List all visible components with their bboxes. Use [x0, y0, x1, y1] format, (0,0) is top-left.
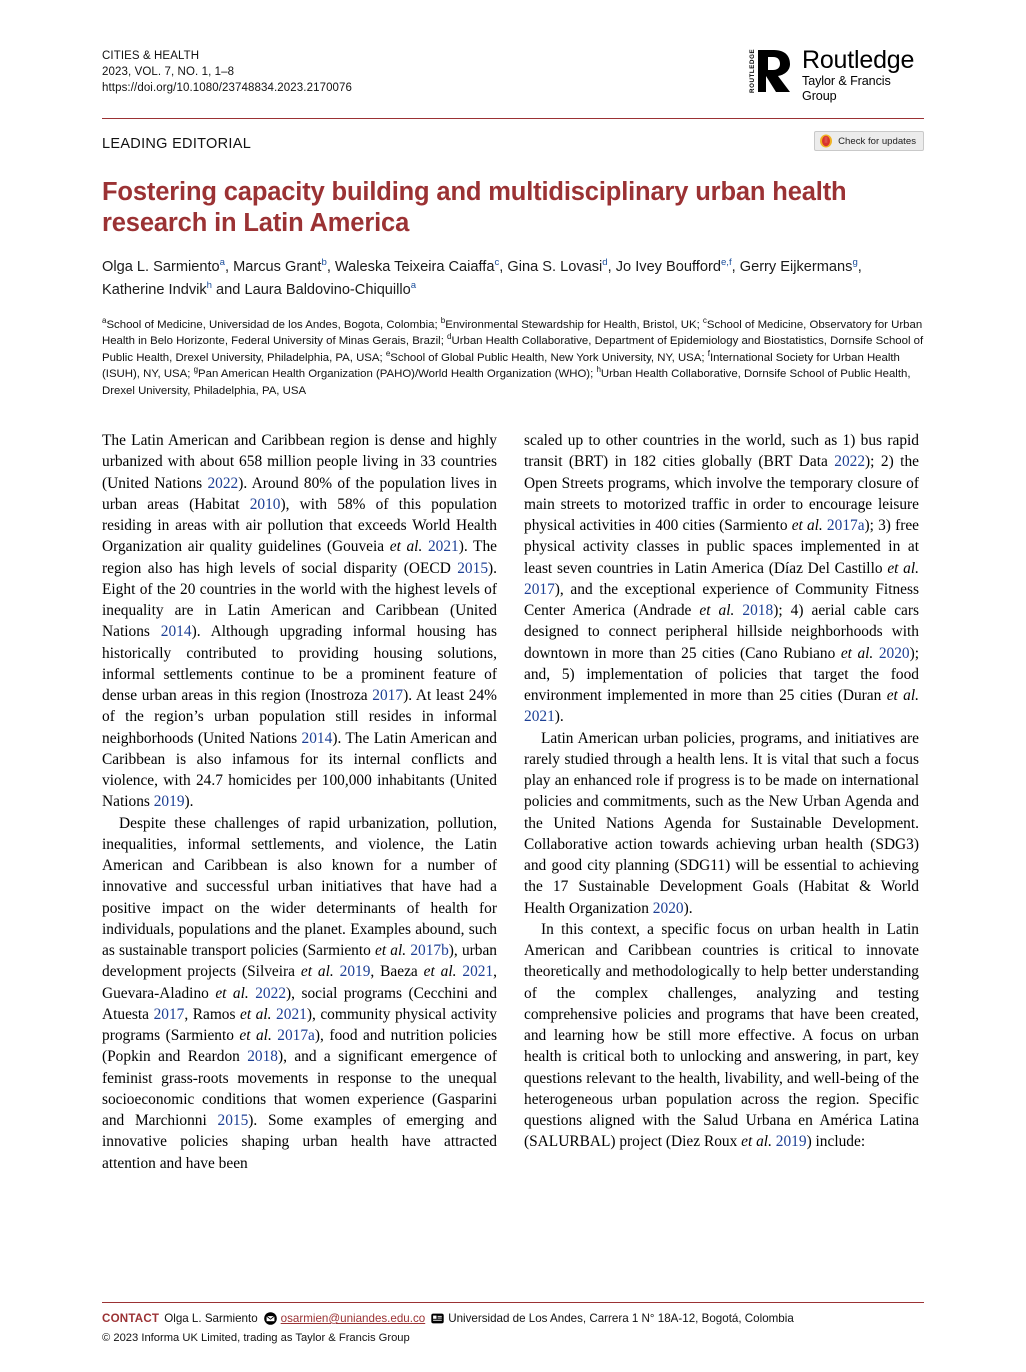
author-list: Olga L. Sarmiento$^a$, Marcus Grant$^b$, Waleska Teixeira Caiaffa$^c$, Gina S. Lovasi$^d$, Jo Ivey Boufford$^{e,f}$, Gerry Eijkermans$^g$, Katherine Indvik$^h$ and Laura Baldovino-Chiquillo$^a$ [102, 257, 862, 298]
contact-address: Universidad de Los Andes, Carrera 1 N° 18A-12, Bogotá, Colombia [448, 1312, 794, 1325]
check-for-updates-button[interactable] [814, 131, 924, 151]
routledge-r-icon [748, 48, 796, 94]
article-body [102, 430, 924, 1174]
section-label: LEADING EDITORIAL [102, 136, 252, 152]
routledge-wordmark [802, 46, 924, 104]
envelope-icon [264, 1312, 277, 1325]
routledge-vertical-label: ROUTLEDGE [749, 48, 756, 93]
publisher-group: Taylor & Francis Group [802, 74, 891, 103]
publisher-name: Routledge [802, 46, 915, 74]
section-row [102, 133, 924, 167]
contact-email-link[interactable]: osarmien@uniandes.edu.co [280, 1312, 426, 1325]
article-title: Fostering capacity building and multidisciplinary urban health research in Latin America [102, 178, 847, 237]
affiliations: $^a$School of Medicine, Universidad de los Andes, Bogota, Colombia; $^b$Environmental Stewardship for Health, Bristol, UK; $^c$School of Medicine, Observatory for Urban Health in Belo Horizonte, Federal University of Minas Gerais, Brazil; $^d$Urban Health Collaborative, Department of Epidemiology and Biostatistics, Dornsife School of Public Health, Drexel University, Philadelphia, PA, USA; $^e$School of Global Public Health, New York University, NY, USA; $^f$International Society for Urban Health (ISUH), NY, USA; $^g$Pan American Health Organization (PAHO)/World Health Organization (WHO); $^h$Urban Health Collaborative, Dornsife School of Public Health, Drexel University, Philadelphia, PA, USA [102, 316, 924, 397]
journal-issue: 2023, VOL. 7, NO. 1, 1–8 [102, 66, 235, 79]
address-card-icon [431, 1312, 444, 1325]
footer-divider [102, 1302, 924, 1303]
header-divider [102, 118, 924, 119]
routledge-logo [740, 44, 924, 103]
crossmark-label: Check for updates [838, 135, 916, 147]
journal-name: CITIES & HEALTH [102, 50, 200, 62]
contact-line [102, 1310, 924, 1327]
crossmark-icon [819, 134, 833, 148]
journal-doi[interactable]: https://doi.org/10.1080/23748834.2023.2170076 [102, 82, 353, 95]
body-column-right: scaled up to other countries in the world, such as 1) bus rapid transit (BRT) in 182 cities globally (BRT Data 2022); 2) the Open Streets programs, which involve the temporary closure of main streets to motorized traffic in order to encourage leisure physical activities in 400 cities (Sarmiento et al. 2017a); 3) free physical activity classes in public spaces implemented in at least seven countries in Latin America (Díaz Del Castillo et al. 2017), and the exceptional experience of Community Fitness Center America (Andrade et al. 2018); 4) aerial cable cars designed to connect peripheral hillside neighborhoods with downtown in more than 25 cities (Cano Rubiano et al. 2020); and, 5) implementation of policies that target the food environment implemented in more than 25 cities (Duran et al. 2021). Latin American urban policies, programs, and initiatives are rarely studied through a health lens. It is vital that such a focus play an enhanced role if progress is to be made on international policies and commitments, such as the New Urban Agenda and the United Nations Agenda for Sustainable Development. Collaborative action towards achieving urban health (SDG3) and good city planning (SDG11) will be essential to achieving the 17 Sustainable Development Goals (Habitat & World Health Organization 2020). In this context, a specific focus on urban health in Latin American and Caribbean countries is critical to innovate theoretically and methodologically to help better understanding of the complex challenges, analyzing and testing comprehensive policies and programs that have been created, and learning how be still more effective. A focus on urban health is critical both to unlocking and answering, in part, key questions relevant to the health, livability, and well-being of the heterogeneous urban population across the region. Specific questions aligned with the Salud Urbana en América Latina (SALURBAL) project (Diez Roux et al. 2019) include: [524, 432, 920, 1151]
copyright-line: © 2023 Informa UK Limited, trading as Taylor & Francis Group [102, 1332, 410, 1344]
page-footer [102, 1294, 924, 1346]
body-column-left: The Latin American and Caribbean region is dense and highly urbanized with about 658 million people living in 33 countries (United Nations 2022). Around 80% of the population lives in urban areas (Habitat 2010), with 58% of this population residing in areas with air pollution that exceeds World Health Organization air quality guidelines (Gouveia et al. 2021). The region also has high levels of social disparity (OECD 2015). Eight of the 20 countries in the world with the highest levels of inequality are in Latin American and Caribbean (United Nations 2014). Although upgrading informal housing has historically contributed to providing housing solutions, informal settlements continue to be a prominent feature of dense urban areas in this region (Inostroza 2017). At least 24% of the region’s urban population still resides in informal neighborhoods (United Nations 2014). The Latin American and Caribbean is also infamous for its internal conflicts and violence, with 24.7 homicides per 100,000 inhabitants (United Nations 2019). Despite these challenges of rapid urbanization, pollution, inequalities, informal settlements, and violence, the Latin American and Caribbean is also known for a number of innovative and successful urban initiatives that have had a positive impact on the wider determinants of health for individuals, populations and the planet. Examples abound, such as sustainable transport policies (Sarmiento et al. 2017b), urban development projects (Silveira et al. 2019, Baeza et al. 2021, Guevara-Aladino et al. 2022), social programs (Cecchini and Atuesta 2017, Ramos et al. 2021), community physical activity programs (Sarmiento et al. 2017a), food and nutrition policies (Popkin and Reardon 2018), and a significant emergence of feminist grass-roots movements in response to the unequal socioeconomic conditions that women experience (Gasparini and Marchionni 2015). Some examples of emerging and innovative policies shaping urban health have attracted attention and have been [102, 432, 498, 1172]
masthead [102, 0, 924, 110]
contact-label: CONTACT [102, 1312, 160, 1325]
contact-author: Olga L. Sarmiento [164, 1312, 258, 1325]
